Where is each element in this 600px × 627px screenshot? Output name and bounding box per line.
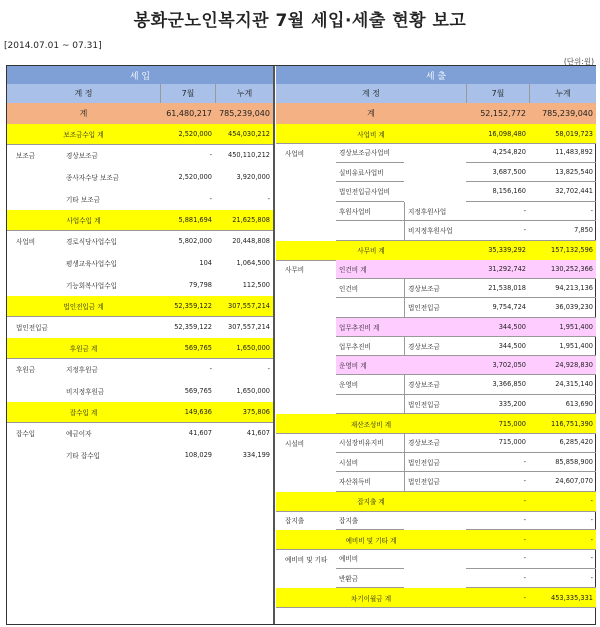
unit-label: (단위:원) <box>563 57 594 66</box>
income-section-row <box>7 402 273 423</box>
income-category <box>13 188 63 210</box>
income-detail-row <box>7 316 273 338</box>
expense-category <box>282 202 336 222</box>
expense-section-row <box>276 588 596 608</box>
expense-category <box>282 337 336 357</box>
expense-funding-source <box>404 549 466 569</box>
income-column-header-row <box>7 84 273 104</box>
income-detail-row <box>7 444 273 466</box>
income-category: 보조금 <box>16 152 36 160</box>
expense-section-label: 사업비 계 <box>357 130 385 139</box>
income-total-month: 61,480,217 <box>166 109 212 118</box>
income-section-label: 후원금 계 <box>69 345 98 353</box>
expense-subsection-band <box>336 356 596 375</box>
income-cumulative-value: 41,607 <box>246 429 270 437</box>
income-cumulative-value: 20,448,808 <box>232 237 270 245</box>
expense-subcategory <box>336 395 404 415</box>
expense-category <box>282 569 336 589</box>
income-section-label: 사업수입 계 <box>66 217 101 225</box>
income-detail-row <box>7 252 273 274</box>
expense-subcategory: 예비비 <box>336 549 404 569</box>
expense-funding-source: 경상보조금 <box>404 433 466 453</box>
expense-subcategory: 시설비 <box>336 453 404 473</box>
expense-subsection-label: 인건비 계 <box>339 265 367 274</box>
expense-subsection-band <box>336 260 596 279</box>
income-category: 사업비 <box>16 238 36 246</box>
expense-section-month: - <box>523 497 526 505</box>
expense-category <box>282 221 336 241</box>
col-cumulative: 누계 <box>529 84 596 103</box>
income-cumulative-value: - <box>267 365 270 373</box>
expense-detail-row <box>276 453 596 473</box>
expense-section-month: - <box>523 535 526 544</box>
expense-month-value: 3,687,500 <box>466 163 529 183</box>
income-category: 법인전입금 <box>16 324 48 332</box>
expense-section-label: 재산조성비 계 <box>350 420 392 429</box>
expense-detail-row <box>276 511 596 531</box>
expense-funding-source <box>404 182 466 202</box>
expense-subsection-row <box>276 356 596 375</box>
report-period: [2014.07.01 ~ 07.31] <box>4 41 102 51</box>
expense-section-cumulative: - <box>590 535 593 544</box>
expense-cumulative-value: 24,315,140 <box>529 375 596 395</box>
expense-funding-source <box>404 143 466 163</box>
expense-month-value: 4,254,820 <box>466 143 529 163</box>
expense-funding-source <box>404 511 466 531</box>
income-subcategory <box>63 316 160 338</box>
table-divider <box>273 66 275 624</box>
col-cumulative: 누계 <box>215 84 273 103</box>
expense-cumulative-value: 36,039,230 <box>529 298 596 318</box>
expense-detail-row <box>276 202 596 222</box>
income-month-value: 5,802,000 <box>178 237 212 245</box>
report-sheet <box>6 65 596 625</box>
col-month: 7월 <box>466 84 529 103</box>
expense-detail-row <box>276 143 596 163</box>
income-detail-row <box>7 144 273 166</box>
income-month-value: - <box>209 151 212 159</box>
income-subcategory: 경로식당사업수입 <box>66 238 117 246</box>
expense-detail-row <box>276 433 596 453</box>
expense-category: 잡지출 <box>285 517 305 526</box>
expense-subcategory: 잡지출 <box>336 511 404 531</box>
expense-subsection-cumulative: 24,928,830 <box>555 361 593 369</box>
expense-subcategory <box>336 298 404 318</box>
expense-detail-row <box>276 298 596 318</box>
expense-month-value: - <box>466 453 529 473</box>
expense-detail-row <box>276 472 596 492</box>
income-section-month: 5,881,694 <box>178 216 212 224</box>
income-month-value: 569,765 <box>184 387 212 395</box>
expense-section-cumulative: - <box>590 497 593 505</box>
expense-funding-source: 경상보조금 <box>404 375 466 395</box>
expense-total-row <box>276 103 596 125</box>
expense-month-value: 21,538,018 <box>466 279 529 299</box>
income-month-value: - <box>209 195 212 203</box>
expense-month-value: - <box>466 549 529 569</box>
expense-header: 세 출 <box>425 71 447 82</box>
col-account: 계 정 <box>74 89 93 98</box>
income-cumulative-value: 1,650,000 <box>236 387 270 395</box>
expense-category <box>282 298 336 318</box>
income-section-cumulative: 1,650,000 <box>236 344 270 352</box>
income-detail-row <box>7 230 273 252</box>
expense-category <box>282 163 336 183</box>
expense-funding-source <box>404 569 466 589</box>
expense-subcategory: 실비유료사업비 <box>336 163 404 183</box>
expense-subcategory: 업무추진비 <box>336 337 404 357</box>
expense-detail-row <box>276 375 596 395</box>
income-detail-row <box>7 188 273 210</box>
expense-section-cumulative: 157,132,596 <box>551 246 593 254</box>
expense-month-value: - <box>466 202 529 222</box>
expense-detail-row <box>276 221 596 241</box>
income-detail-row <box>7 166 273 188</box>
income-category: 잡수입 <box>16 430 36 438</box>
expense-month-value: 344,500 <box>466 337 529 357</box>
expense-section-row <box>276 414 596 434</box>
expense-month-value: - <box>466 569 529 589</box>
col-month: 7월 <box>160 84 215 103</box>
expense-detail-row <box>276 163 596 183</box>
expense-subcategory: 운영비 <box>336 375 404 395</box>
expense-subcategory: 시설장비유지비 <box>336 433 404 453</box>
expense-section-label: 잡지출 계 <box>357 498 385 506</box>
expense-section-month: 715,000 <box>498 419 526 428</box>
expense-section-month: 35,339,292 <box>488 246 526 254</box>
expense-month-value: - <box>466 511 529 531</box>
income-subcategory: 종사자수당 보조금 <box>66 174 120 182</box>
expense-funding-source: 법인전입금 <box>404 472 466 492</box>
income-category <box>13 380 63 402</box>
expense-cumulative-value: 13,825,540 <box>529 163 596 183</box>
income-month-value: 79,798 <box>188 281 212 289</box>
expense-funding-source: 경상보조금 <box>404 337 466 357</box>
expense-cumulative-value: - <box>529 549 596 569</box>
expense-funding-source: 지정후원사업 <box>404 202 466 222</box>
income-detail-row <box>7 380 273 402</box>
income-month-value: - <box>209 365 212 373</box>
expense-funding-source: 경상보조금 <box>404 279 466 299</box>
expense-subcategory: 법인전입금사업비 <box>336 182 404 202</box>
expense-subsection-row <box>276 318 596 337</box>
income-section-label: 보조금수입 계 <box>63 131 104 139</box>
income-section-row <box>7 124 273 145</box>
expense-subsection-month: 31,292,742 <box>488 264 526 273</box>
expense-category: 시설비 <box>285 439 305 448</box>
income-category <box>13 252 63 274</box>
income-cumulative-value: - <box>267 195 270 203</box>
expense-category <box>282 279 336 299</box>
income-detail-row <box>7 274 273 296</box>
income-section-cumulative: 307,557,214 <box>228 302 270 310</box>
income-month-value: 52,359,122 <box>174 323 212 331</box>
expense-total-month: 52,152,772 <box>480 109 526 118</box>
expense-cumulative-value: 11,483,892 <box>529 143 596 163</box>
expense-header-row <box>276 66 596 85</box>
income-section-cumulative: 21,625,808 <box>232 216 270 224</box>
income-month-value: 104 <box>199 259 212 267</box>
expense-category <box>282 182 336 202</box>
income-header: 세 입 <box>129 71 151 82</box>
expense-category: 예비비 및 기타 <box>285 555 328 564</box>
income-cumulative-value: 307,557,214 <box>228 323 270 331</box>
income-cumulative-value: 334,199 <box>242 451 270 459</box>
expense-subcategory <box>336 221 404 241</box>
expense-section-cumulative: 116,751,390 <box>551 419 593 428</box>
expense-section-label: 예비비 및 기타 계 <box>345 536 397 545</box>
expense-subcategory: 경상보조금사업비 <box>336 143 404 163</box>
expense-section-label: 차기이월금 계 <box>350 594 392 603</box>
income-section-month: 52,359,122 <box>174 302 212 310</box>
expense-subsection-band <box>336 318 596 337</box>
expense-category <box>282 395 336 415</box>
income-detail-row <box>7 422 273 444</box>
expense-cumulative-value: 7,850 <box>529 221 596 241</box>
income-cumulative-value: 450,110,212 <box>228 151 270 159</box>
income-cumulative-value: 112,500 <box>242 281 270 289</box>
expense-month-value: 335,200 <box>466 395 529 415</box>
income-month-value: 108,029 <box>184 451 212 459</box>
income-section-row <box>7 210 273 231</box>
income-section-cumulative: 454,030,212 <box>228 130 270 138</box>
expense-month-value: 3,366,850 <box>466 375 529 395</box>
income-month-value: 2,520,000 <box>178 173 212 181</box>
expense-funding-source: 법인전입금 <box>404 453 466 473</box>
expense-cumulative-value: 94,213,136 <box>529 279 596 299</box>
expense-subsection-cumulative: 130,252,366 <box>551 264 593 273</box>
expense-subsection-cumulative: 1,951,400 <box>559 322 593 331</box>
expense-section-month: 16,098,480 <box>488 129 526 138</box>
expense-category: 사업비 <box>285 149 305 158</box>
expense-subcategory: 후원사업비 <box>336 202 404 222</box>
income-cumulative-value: 3,920,000 <box>236 173 270 181</box>
income-section-row <box>7 338 273 359</box>
income-subcategory: 비지정후원금 <box>66 388 105 396</box>
expense-cumulative-value: 1,951,400 <box>529 337 596 357</box>
income-section-month: 569,765 <box>184 344 212 352</box>
expense-subcategory: 인건비 <box>336 279 404 299</box>
income-detail-row <box>7 358 273 380</box>
expense-section-cumulative: 453,335,331 <box>551 593 593 602</box>
expense-category <box>282 318 336 337</box>
expense-section-row <box>276 241 596 261</box>
expense-cumulative-value: 24,607,070 <box>529 472 596 492</box>
expense-section-cumulative: 58,019,723 <box>555 129 593 138</box>
expense-month-value: 715,000 <box>466 433 529 453</box>
expense-month-value: - <box>466 221 529 241</box>
expense-total-cumulative: 785,239,040 <box>542 109 593 118</box>
expense-category: 사무비 <box>285 266 305 274</box>
expense-cumulative-value: 613,690 <box>529 395 596 415</box>
expense-cumulative-value: 85,858,900 <box>529 453 596 473</box>
income-cumulative-value: 1,064,500 <box>236 259 270 267</box>
expense-subsection-month: 344,500 <box>498 322 526 331</box>
expense-month-value: - <box>466 472 529 492</box>
expense-detail-row <box>276 182 596 202</box>
income-subcategory: 기타 보조금 <box>66 196 100 204</box>
expense-section-row <box>276 530 596 550</box>
expense-subcategory: 자산취득비 <box>336 472 404 492</box>
expense-subsection-row <box>276 260 596 279</box>
income-category <box>13 274 63 296</box>
expense-funding-source: 법인전입금 <box>404 395 466 415</box>
income-section-month: 149,636 <box>184 408 212 416</box>
income-total-row <box>7 103 273 125</box>
income-subcategory: 지정후원금 <box>66 366 98 374</box>
income-section-month: 2,520,000 <box>178 130 212 138</box>
income-section-label: 잡수입 계 <box>69 409 98 417</box>
expense-category <box>282 472 336 492</box>
expense-cumulative-value: - <box>529 569 596 589</box>
page-title: 봉화군노인복지관 7월 세입·세출 현황 보고 <box>133 11 467 31</box>
expense-cumulative-value: 6,285,420 <box>529 433 596 453</box>
expense-detail-row <box>276 549 596 569</box>
income-header-row <box>7 66 273 85</box>
income-section-cumulative: 375,806 <box>242 408 270 416</box>
expense-column-header-row <box>276 84 596 104</box>
income-category <box>13 166 63 188</box>
expense-section-row <box>276 124 596 144</box>
expense-detail-row <box>276 395 596 415</box>
expense-category <box>282 375 336 395</box>
income-month-value: 41,607 <box>188 429 212 437</box>
income-section-label: 법인전입금 계 <box>63 303 104 311</box>
income-subcategory: 경상보조금 <box>66 152 98 160</box>
income-category <box>13 444 63 466</box>
expense-category <box>282 356 336 375</box>
expense-funding-source <box>404 163 466 183</box>
expense-cumulative-value: - <box>529 202 596 222</box>
col-account: 계 정 <box>362 89 380 98</box>
expense-detail-row <box>276 337 596 357</box>
income-subcategory: 평생교육사업수입 <box>66 260 117 268</box>
expense-category <box>282 453 336 473</box>
expense-detail-row <box>276 279 596 299</box>
expense-cumulative-value: - <box>529 511 596 531</box>
expense-funding-source: 법인전입금 <box>404 298 466 318</box>
expense-funding-source: 비지정후원사업 <box>404 221 466 241</box>
income-total-label: 계 <box>79 109 88 118</box>
expense-section-month: - <box>523 593 526 602</box>
expense-subsection-month: 3,702,050 <box>492 361 526 369</box>
expense-subcategory: 반환금 <box>336 569 404 589</box>
income-total-cumulative: 785,239,040 <box>219 109 270 118</box>
income-section-row <box>7 296 273 317</box>
income-subcategory: 기타 잡수입 <box>66 452 100 460</box>
expense-subsection-label: 운영비 계 <box>339 362 367 370</box>
expense-section-label: 사무비 계 <box>357 247 385 255</box>
expense-section-row <box>276 492 596 512</box>
expense-detail-row <box>276 569 596 589</box>
income-subcategory: 예금이자 <box>66 430 92 438</box>
expense-subsection-label: 업무추진비 계 <box>339 323 380 332</box>
income-category: 후원금 <box>16 366 36 374</box>
expense-cumulative-value: 32,702,441 <box>529 182 596 202</box>
expense-total-label: 계 <box>367 109 375 118</box>
expense-month-value: 9,754,724 <box>466 298 529 318</box>
expense-month-value: 8,156,160 <box>466 182 529 202</box>
income-subcategory: 기능회복사업수입 <box>66 282 117 290</box>
